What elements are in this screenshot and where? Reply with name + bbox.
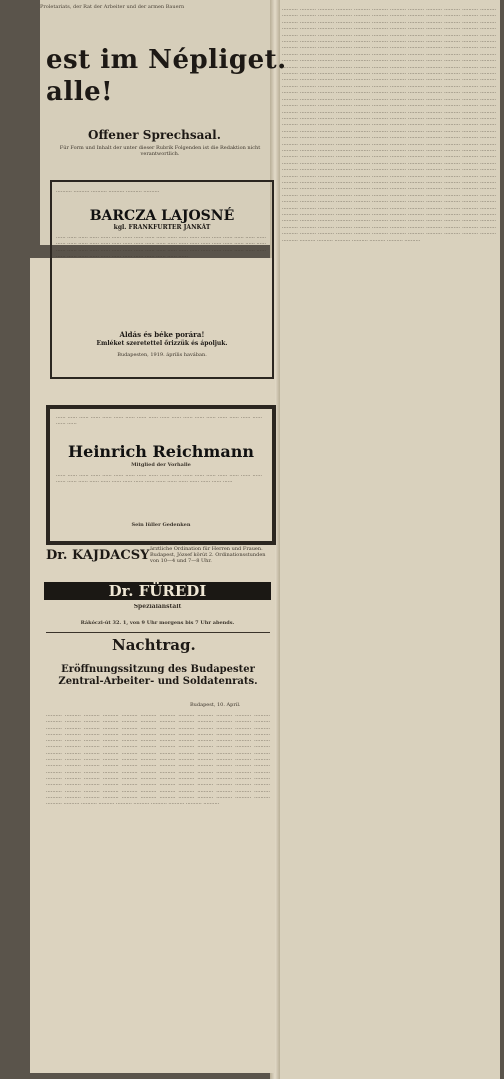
headline <box>46 44 287 108</box>
barcza-slogan: Aldás és béke porára! <box>119 330 205 339</box>
reichmann-body: ...... ...... ...... ...... ...... ...... ...... ...... ...... ...... ...... ...... ...... ...... ...... ...... ...... ...... ...... ...... ...... ...... ...... ...... ...... ...... ...... ...... ...... ...... ...... ...... ...... ...... <box>56 472 262 485</box>
nachtrag-title: Nachtrag. <box>112 636 196 654</box>
nachtrag-rule <box>46 632 270 633</box>
sprechsaal-note: Für Form und Inhalt der unter dieser Rubrik Folgenden ist die Redaktion nicht verantwortlich. <box>59 145 261 158</box>
headline-line2: alle! <box>46 77 114 107</box>
furedi-name: Dr. FÜREDI <box>108 582 207 600</box>
nachtrag-dateline: Budapest, 10. April. <box>190 702 241 708</box>
headline-line1: est im Népliget. <box>46 45 287 75</box>
furedi-sub: Spezialanstalt <box>133 604 182 610</box>
sprechsaal-title: Offener Sprechsaal. <box>88 128 221 142</box>
nachtrag-article-body: .......... .......... .......... .......... .......... .......... .......... .......... .......... .......... .......... .......... .......... .......... .......... .......... .......... .......... .......... .......... .......... .......... .......... .......... .......... .......... .......... .......... .......... .......... .......... .......... .......... .......... .......... .......... .......... .......... .......... .......... .......... .......... .......... .......... .......... .......... .......... .......... .......... .......... .......... .......... .......... .......... .......... .......... .......... .......... .......... .......... .......... .......... .......... .......... .......... .......... .......... .......... .......... .......... .......... .......... .......... .......... .......... .......... .......... .......... .......... .......... .......... .......... .......... .......... .......... .......... .......... .......... .......... .......... .......... .......... .......... .......... .......... .......... .......... .......... .......... .......... .......... .......... .......... .......... .......... .......... .......... .......... .......... .......... .......... .......... .......... .......... .......... .......... .......... .......... .......... .......... .......... .......... .......... .......... .......... .......... .......... .......... .......... .......... .......... .......... .......... .......... .......... .......... .......... .......... .......... .......... .......... .......... .......... .......... .......... .......... .......... .......... .......... .......... .......... .......... .......... .......... .......... .......... .......... .......... .......... .......... .......... .......... .......... .......... .......... .......... .......... .......... .......... .......... .......... .......... .......... .......... .......... .......... .......... .......... <box>46 712 270 807</box>
reichmann-name: Heinrich Reichmann <box>68 442 254 461</box>
kajdacsy-sub: ärztliche Ordination für Herren und Frauen. Budapest, József körút 2. Ordinationsstunden von 10—4 und 7—8 Uhr. <box>150 546 266 565</box>
barcza-subtitle: kgl. FRANKFURTER JANKÁT <box>113 224 211 231</box>
kajdacsy-name: Dr. KAJDACSY <box>46 548 150 563</box>
reichmann-role: Mitglied der Vorhalle <box>131 462 191 468</box>
barcza-date: Budapesten, 1919. április havában. <box>117 352 207 358</box>
barcza-intro-lines: .......... .......... .......... .......... .......... .......... <box>56 188 160 194</box>
barcza-body: ...... ...... ...... ...... ...... ...... ...... ...... ...... ...... ...... ...... ...... ...... ...... ...... ...... ...... ...... ...... ...... ...... ...... ...... ...... ...... ...... ...... ...... ...... ...... ...... ...... ...... ...... ...... ...... ...... ...... ...... ...... ...... ...... ...... ...... ...... ...... ...... ...... ...... ...... ...... ...... ...... ...... ...... ...... ...... ...... ...... ...... ...... ...... ...... ...... ...... ...... ...... ...... <box>56 234 266 259</box>
reichmann-intro: ...... ...... ...... ...... ...... ...... ...... ...... ...... ...... ...... ...... ...... ...... ...... ...... ...... ...... ...... ...... <box>56 414 262 427</box>
right-column-article-text: .......... .......... .......... .......... .......... .......... .......... .......... .......... .......... .......... .......... .......... .......... .......... .......... .......... .......... .......... .......... .......... .......... .......... .......... .......... .......... .......... .......... .......... .......... .......... .......... .......... .......... .......... .......... .......... .......... .......... .......... .......... .......... .......... .......... .......... .......... .......... .......... .......... .......... .......... .......... .......... .......... .......... .......... .......... .......... .......... .......... .......... .......... .......... .......... .......... .......... .......... .......... .......... .......... .......... .......... .......... .......... .......... .......... .......... .......... .......... .......... .......... .......... .......... .......... .......... .......... .......... .......... .......... .......... .......... .......... .......... .......... .......... .......... .......... .......... .......... .......... .......... .......... .......... .......... .......... .......... .......... .......... .......... .......... .......... .......... .......... .......... .......... .......... .......... .......... .......... .......... .......... .......... .......... .......... .......... .......... .......... .......... .......... .......... .......... .......... .......... .......... .......... .......... .......... .......... .......... .......... .......... .......... .......... .......... .......... .......... .......... .......... .......... .......... .......... .......... .......... .......... .......... .......... .......... .......... .......... .......... .......... .......... .......... .......... .......... .......... .......... .......... .......... .......... .......... .......... .......... .......... .......... .......... .......... .......... .......... .......... .......... .......... .......... .......... .......... .......... .......... .......... .......... .......... .......... .......... .......... .......... .......... .......... .......... .......... .......... .......... .......... .......... .......... .......... .......... .......... .......... .......... .......... .......... .......... .......... .......... .......... .......... .......... .......... .......... .......... .......... .......... .......... .......... .......... .......... .......... .......... .......... .......... .......... .......... .......... .......... .......... .......... .......... .......... .......... .......... .......... .......... .......... .......... .......... .......... .......... .......... .......... .......... .......... .......... .......... .......... .......... .......... .......... .......... .......... .......... .......... .......... .......... .......... .......... .......... .......... .......... .......... .......... .......... .......... .......... .......... .......... .......... .......... .......... .......... .......... .......... .......... .......... .......... .......... .......... .......... .......... .......... .......... .......... .......... .......... .......... .......... .......... .......... .......... .......... .......... .......... .......... .......... .......... .......... .......... .......... .......... .......... .......... .......... .......... .......... .......... .......... .......... .......... .......... .......... .......... .......... .......... .......... .......... .......... .......... .......... .......... .......... .......... .......... .......... .......... .......... .......... .......... .......... .......... .......... .......... .......... .......... .......... .......... .......... .......... .......... .......... .......... .......... .......... .......... .......... .......... .......... .......... .......... .......... .......... .......... .......... .......... .......... .......... .......... .......... .......... .......... .......... .......... .......... .......... .......... .......... .......... .......... .......... .......... .......... .......... .......... .......... .......... .......... .......... .......... .......... .......... .......... .......... .......... .......... .......... .......... .......... .......... .......... .......... .......... .......... .......... .......... .......... .......... .......... .......... .......... .......... .......... .......... .......... .......... .......... .......... .......... .......... .......... .......... .......... .......... .......... .......... .......... .......... .......... .......... .......... .......... .......... .......... .......... .......... .......... .......... .......... .......... .......... .......... .......... .......... .......... <box>282 6 496 243</box>
nachtrag-article-title: Eröffnungssitzung des Budapester Zentral-Arbeiter- und Soldatenrats. <box>58 664 258 687</box>
furedi-address: Rákóczi-út 32. 1, von 9 Uhr morgens bis 7 Uhr abends. <box>80 620 235 626</box>
barcza-notice: Emléket szeretettel őrizzük és ápoljuk. <box>96 340 228 347</box>
barcza-name: BARCZA LAJOSNÉ <box>89 208 235 224</box>
top-strip-text: Proletariats, der Rat der Arbeiter und der armen Bauern <box>40 4 185 10</box>
reichmann-closing: Sein lüller Gedenken <box>131 522 191 528</box>
